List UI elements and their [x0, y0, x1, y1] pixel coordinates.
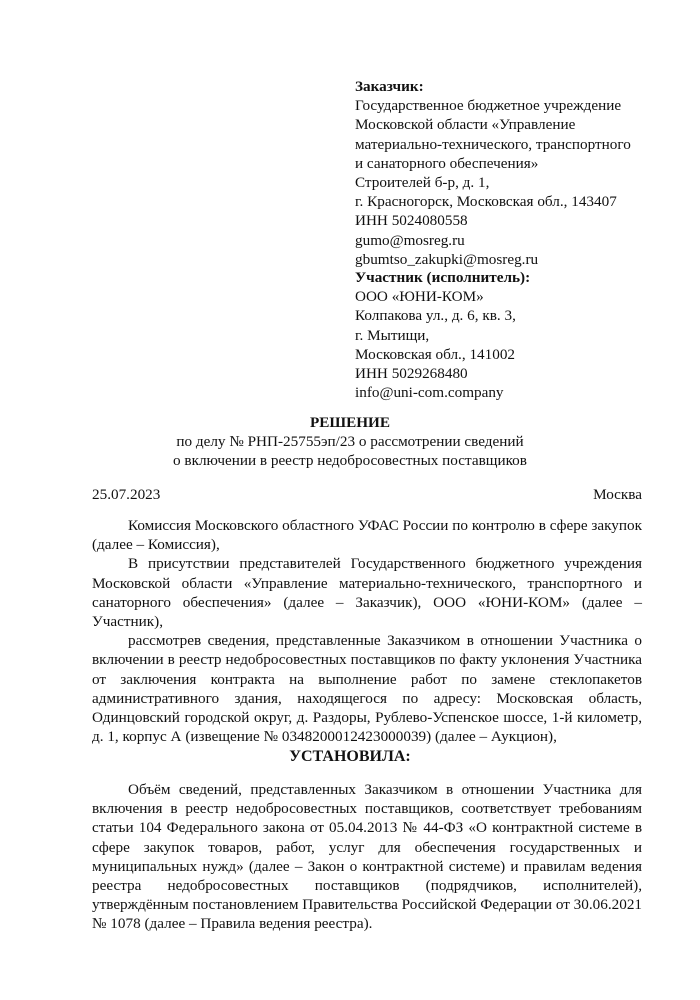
attendance-paragraph: В присутствии представителей Государственного бюджетного учреждения Московской области «Управление материально-технического, транспортного и санаторного обеспечения» (далее – Заказчик), ООО «ЮНИ-КОМ» (далее – Участник), — [92, 555, 642, 631]
intro-section — [92, 516, 642, 746]
participant-address-block — [355, 268, 675, 402]
customer-line: г. Красногорск, Московская обл., 143407 — [355, 193, 617, 211]
customer-line: и санаторного обеспечения» — [355, 154, 539, 172]
customer-email: gbumtso_zakupki@mosreg.ru — [355, 250, 539, 268]
findings-paragraph: Объём сведений, представленных Заказчиком в отношении Участника для включения в реестр недобросовестных поставщиков, соответствует требованиям статьи 104 Федерального закона от 05.04.2013 № 44-ФЗ «О контрактной системе в сфере закупок товаров, работ, услуг для обеспечения государственных и муниципальных нужд» (далее – Закон о контрактной системе) и правилам ведения реестра недобросовестных поставщиков (подрядчиков, исполнителей), утверждённым постановлением Правительства Российской Федерации от 30.06.2021 № 1078 (далее – Правила ведения реестра). — [92, 781, 643, 933]
customer-address-block — [355, 77, 675, 269]
customer-line: Московской области «Управление — [355, 116, 576, 134]
decision-title-block — [0, 413, 700, 471]
decision-subtitle: о включении в реестр недобросовестных поставщиков — [173, 452, 527, 470]
customer-inn: ИНН 5024080558 — [355, 212, 468, 230]
participant-line: Московская обл., 141002 — [355, 345, 516, 363]
participant-line: г. Мытищи, — [355, 326, 430, 344]
customer-line: Строителей б-р, д. 1, — [355, 174, 490, 192]
participant-heading: Участник (исполнитель): — [355, 269, 531, 286]
consideration-paragraph: рассмотрев сведения, представленные Заказчиком в отношении Участника о включении в реестр недобросовестных поставщиков по факту уклонения Участника от заключения контракта на выполнение работ по замене стеклопакетов административного здания, находящегося по адресу: Московская область, Одинцовский городской округ, д. Раздоры, Рублево-Успенское шоссе, 1-й километр, д. 1, корпус А (извещение № 0348200012423000039) (далее – Аукцион), — [92, 632, 642, 746]
customer-heading: Заказчик: — [355, 78, 424, 95]
decision-date: 25.07.2023 — [92, 486, 161, 503]
findings-section — [92, 780, 642, 934]
customer-email: gumo@mosreg.ru — [355, 231, 465, 249]
participant-line: Колпакова ул., д. 6, кв. 3, — [355, 307, 516, 325]
section-heading: УСТАНОВИЛА: — [289, 748, 411, 765]
participant-line: ООО «ЮНИ-КОМ» — [355, 288, 484, 306]
decision-title: РЕШЕНИЕ — [310, 414, 390, 431]
decision-city: Москва — [593, 486, 642, 503]
customer-line: Государственное бюджетное учреждение — [355, 97, 622, 115]
customer-line: материально-технического, транспортного — [355, 135, 631, 153]
participant-email: info@uni-com.company — [355, 384, 504, 402]
decision-subtitle: по делу № РНП-25755эп/23 о рассмотрении сведений — [176, 433, 524, 451]
commission-paragraph: Комиссия Московского областного УФАС России по контролю в сфере закупок (далее – Комиссия), — [92, 517, 642, 554]
participant-inn: ИНН 5029268480 — [355, 365, 468, 383]
